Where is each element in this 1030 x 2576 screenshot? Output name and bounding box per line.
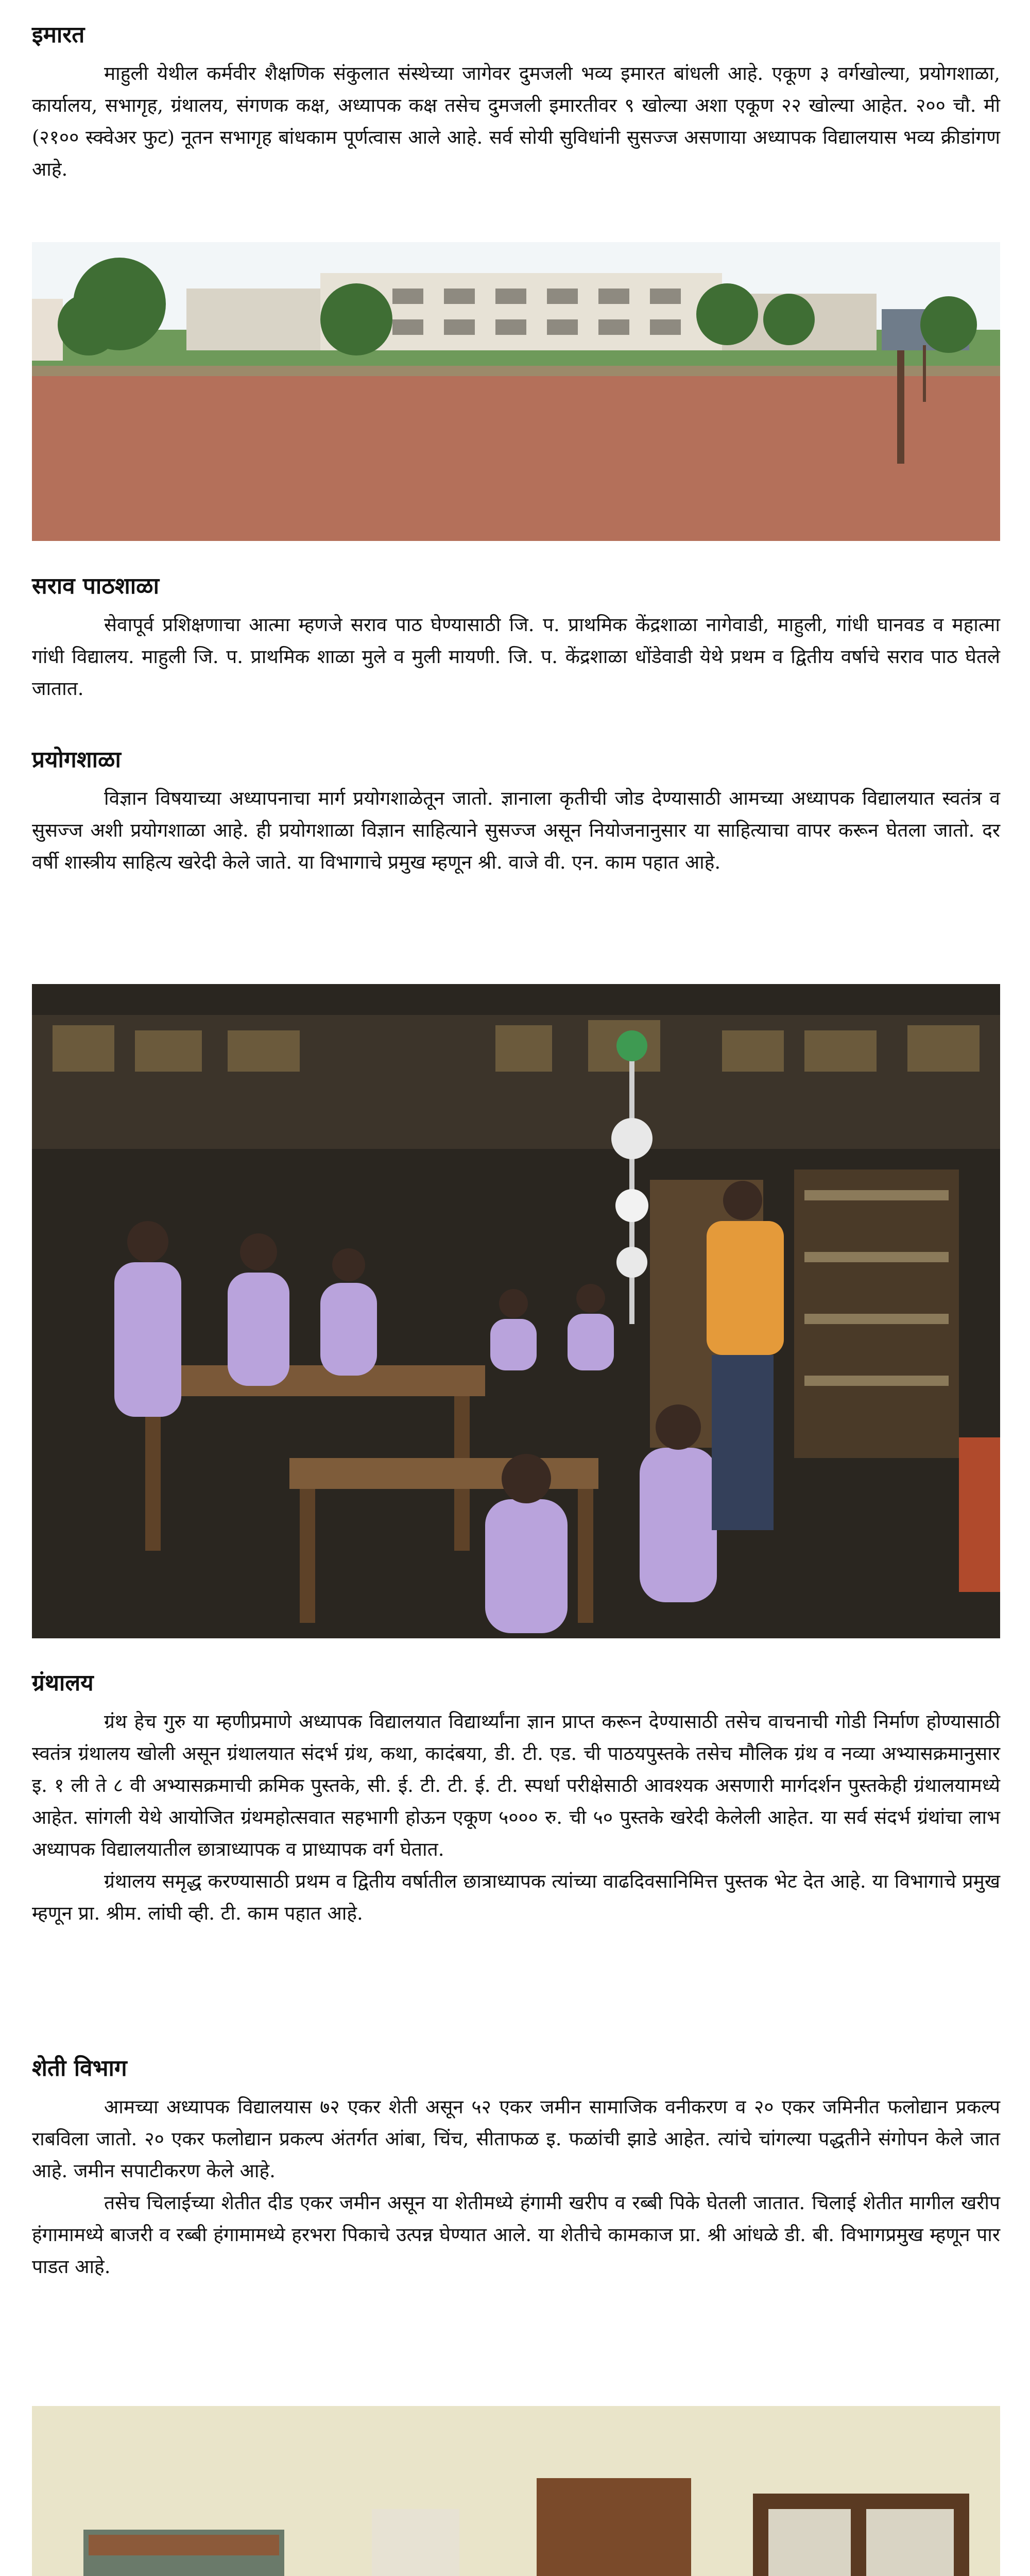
section-body-practice-school [32, 609, 1000, 705]
paragraph: आमच्या अध्यापक विद्यालयास ७२ एकर शेती असून ५२ एकर जमीन सामाजिक वनीकरण व २० एकर जमिनीत फलोद्यान प्रकल्प राबविला जातो. २० एकर फलोद्यान प्रकल्प अंतर्गत आंबा, चिंच, सीताफळ इ. फळांची झाडे आहेत. त्यांचे चांगल्या पद्धतीने संगोपन केले जात आहे. जमीन सपाटीकरण केले आहे. [32, 2096, 1000, 2182]
section-heading-agriculture: शेती विभाग [32, 2055, 127, 2081]
paragraph: ग्रंथालय समृद्ध करण्यासाठी प्रथम व द्वितीय वर्षातील छात्राध्यापक त्यांच्या वाढदिवसानिमित्त पुस्तक भेट देत आहे. या विभागाचे प्रमुख म्हणून प्रा. श्रीम. लांघी व्ही. टी. काम पहात आहे. [32, 1870, 1000, 1924]
section-body-library [32, 1706, 1000, 1929]
paragraph: माहुली येथील कर्मवीर शैक्षणिक संकुलात संस्थेच्या जागेवर दुमजली भव्य इमारत बांधली आहे. एकूण ३ वर्गखोल्या, प्रयोगशाळा, कार्यालय, सभागृह, ग्रंथालय, संगणक कक्ष, अध्यापक कक्ष तसेच दुमजली इमारतीवर ९ खोल्या अशा एकूण २२ खोल्या आहेत. २०० चौ. मी (२१०० स्क्वेअर फुट) नूतन सभागृह बांधकाम पूर्णत्वास आले आहे. सर्व सोयी सुविधांनी सुसज्ज असणाया अध्यापक विद्यालयास भव्य क्रीडांगण आहे. [32, 62, 1000, 180]
section-heading-library: ग्रंथालय [32, 1670, 94, 1696]
building-photo [32, 242, 1000, 541]
paragraph: सेवापूर्व प्रशिक्षणाचा आत्मा म्हणजे सराव पाठ घेण्यासाठी जि. प. प्राथमिक केंद्रशाळा नागेवाडी, माहुली, गांधी घानवड व महात्मा गांधी विद्यालय. माहुली जि. प. प्राथमिक शाळा मुले व मुली मायणी. जि. प. केंद्रशाळा धोंडेवाडी येथे प्रथम व द्वितीय वर्षाचे सराव पाठ घेतले जातात. [32, 614, 1000, 700]
building-photo-image [32, 242, 1000, 541]
section-heading-practice-school: सराव पाठशाळा [32, 573, 160, 599]
section-heading-building: इमारत [32, 22, 85, 48]
section-body-agriculture [32, 2091, 1000, 2283]
section-body-building [32, 58, 1000, 185]
paragraph: ग्रंथ हेच गुरु या म्हणीप्रमाणे अध्यापक विद्यालयात विद्यार्थ्यांना ज्ञान प्राप्त करून देण्यासाठी तसेच वाचनाची गोडी निर्माण होण्यासाठी स्वतंत्र ग्रंथालय खोली असून ग्रंथालयात संदर्भ ग्रंथ, कथा, कादंबया, डी. टी. एड. ची पाठयपुस्तके तसेच मौलिक ग्रंथ व नव्या अभ्यासक्रमानुसार इ. १ ली ते ८ वी अभ्यासक्रमाची क्रमिक पुस्तके, सी. ई. टी. टी. ई. टी. स्पर्धा परीक्षेसाठी आवश्यक असणारी मार्गदर्शन पुस्तकेही ग्रंथालयामध्ये आहेत. सांगली येथे आयोजित ग्रंथमहोत्सवात सहभागी होऊन एकूण ५००० रु. ची ५० पुस्तके खरेदी केलेली आहेत. या सर्व संदर्भ ग्रंथांचा लाभ अध्यापक विद्यालयातील छात्राध्यापक व प्राध्यापक वर्ग घेतात. [32, 1710, 1000, 1860]
section-heading-laboratory: प्रयोगशाळा [32, 747, 121, 773]
paragraph: तसेच चिलाईच्या शेतीत दीड एकर जमीन असून या शेतीमध्ये हंगामी खरीप व रब्बी पिके घेतली जातात. चिलाई शेतीत मागील खरीप हंगामामध्ये बाजरी व रब्बी हंगामामध्ये हरभरा पिकाचे उत्पन्न घेण्यात आले. या शेतीचे कामकाज प्रा. श्री आंधळे डी. बी. विभागप्रमुख म्हणून पार पाडत आहे. [32, 2192, 1000, 2278]
library-room-photo-image [32, 2406, 1000, 2576]
library-room-photo [32, 2406, 1000, 2576]
section-body-laboratory [32, 783, 1000, 878]
laboratory-photo [32, 984, 1000, 1638]
laboratory-photo-image [32, 984, 1000, 1638]
paragraph: विज्ञान विषयाच्या अध्यापनाचा मार्ग प्रयोगशाळेतून जातो. ज्ञानाला कृतीची जोड देण्यासाठी आमच्या अध्यापक विद्यालयात स्वतंत्र व सुसज्ज अशी प्रयोगशाळा आहे. ही प्रयोगशाळा विज्ञान साहित्याने सुसज्ज असून नियोजनानुसार या साहित्याचा वापर करून घेतला जातो. दर वर्षी शास्त्रीय साहित्य खरेदी केले जाते. या विभागाचे प्रमुख म्हणून श्री. वाजे वी. एन. काम पहात आहे. [32, 787, 1000, 873]
